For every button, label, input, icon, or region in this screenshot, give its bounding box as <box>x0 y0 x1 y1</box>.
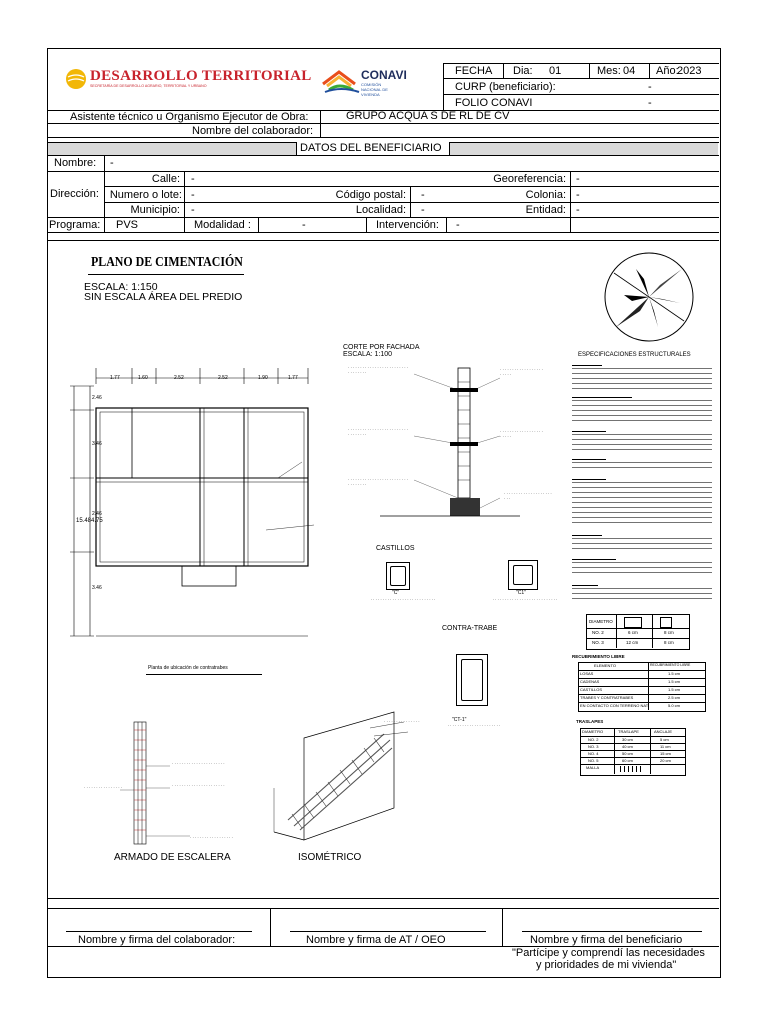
table-cell: NO. 2 <box>592 630 604 635</box>
contratrabe-section-icon <box>456 654 488 706</box>
divider <box>366 217 367 232</box>
table-cell: 1.5 cm <box>668 679 681 684</box>
numero-label: Numero o lote: <box>109 189 182 201</box>
dim-top-4: 2.52 <box>218 375 228 381</box>
table-cell: 12 cm <box>626 640 639 645</box>
divider <box>649 63 650 78</box>
dim-side-2: 3.46 <box>92 441 102 447</box>
cp-label: Código postal: <box>335 189 406 201</box>
divider <box>47 137 719 138</box>
table-cell: 8 cm <box>664 640 674 645</box>
corte-title: CORTE POR FACHADA <box>343 344 420 351</box>
table-cell: 2.5 cm <box>668 695 681 700</box>
divider <box>446 217 447 232</box>
divider <box>47 232 719 233</box>
stair-note: · · · · · · · · · · · · · · · · <box>84 785 122 790</box>
anio-label: Año: <box>656 65 679 77</box>
dim-left-total: 15.484.75 <box>76 518 103 524</box>
divider <box>443 63 719 64</box>
castillo-c1-icon <box>508 560 538 590</box>
iso-note: · · · · · · · · · · · · · · · <box>384 719 420 724</box>
isometrico-label: ISOMÉTRICO <box>298 852 362 863</box>
table-cell: 6 cm <box>628 630 638 635</box>
divider <box>104 186 719 187</box>
divider <box>503 63 504 78</box>
divider <box>47 155 719 156</box>
calle-value[interactable]: - <box>191 173 195 185</box>
divider <box>443 63 444 110</box>
table-cell: 1.5 cm <box>668 687 681 692</box>
table-cell: NO. 3 <box>588 744 599 749</box>
quote-line-2: y prioridades de mi vivienda" <box>536 959 677 971</box>
folio-value[interactable]: - <box>648 97 652 109</box>
divider <box>47 171 719 172</box>
foundation-plan <box>66 360 322 670</box>
fecha-label: FECHA <box>455 65 493 77</box>
header-area <box>47 48 719 110</box>
recub-table <box>578 662 706 712</box>
calle-label: Calle: <box>151 173 180 185</box>
modalidad-value[interactable]: - <box>302 219 306 231</box>
programa-label: Programa: <box>49 219 101 231</box>
colonia-label: Colonia: <box>525 189 566 201</box>
table-header: ANCLAJE <box>654 729 673 734</box>
corte-note: · · · · · · · · · · · · · · · · · · · · · · · <box>500 367 543 377</box>
plan-escala: ESCALA: 1:150 <box>84 281 158 293</box>
sun-logo-icon <box>65 68 87 90</box>
nombre-label: Nombre: <box>54 157 97 169</box>
beneficiary-section-title: DATOS DEL BENEFICIARIO <box>300 142 442 154</box>
dia-value[interactable]: 01 <box>549 65 562 77</box>
castillo-c1-note: · · · · · · · · · · · · · · · · · · · · · · · · · · · <box>492 597 558 602</box>
hook-icon <box>660 617 672 628</box>
conavi-title: CONAVI <box>361 68 407 82</box>
divider <box>184 171 185 217</box>
escalera-label: ARMADO DE ESCALERA <box>114 852 231 863</box>
folio-label: FOLIO CONAVI <box>455 97 533 109</box>
table-header: TRASLAPE <box>618 729 639 734</box>
conavi-house-icon <box>319 66 365 94</box>
facade-section <box>340 362 530 542</box>
table-cell: NO. 5 <box>588 758 599 763</box>
corte-note: · · · · · · · · · · · · · · · · · · · · · · · · · · · · · · · · · <box>348 427 408 437</box>
divider <box>570 171 571 217</box>
stair-note: · · · · · · · · · · · · · · · · · · · · · · <box>172 783 225 788</box>
divider <box>270 908 271 946</box>
localidad-label: Localidad: <box>355 204 406 216</box>
divider <box>104 155 105 171</box>
divider <box>502 908 503 946</box>
table-cell: 1.5 cm <box>668 671 681 676</box>
colonia-value[interactable]: - <box>576 189 580 201</box>
localidad-value[interactable]: - <box>421 204 425 216</box>
corte-note: · · · · · · · · · · · · · · · · · · · · · · · <box>504 491 552 501</box>
dim-top-6: 1.77 <box>288 375 298 381</box>
dim-top-3: 2.52 <box>174 375 184 381</box>
programa-value[interactable]: PVS <box>116 219 139 231</box>
georef-value[interactable]: - <box>576 173 580 185</box>
numero-value[interactable]: - <box>191 189 195 201</box>
dim-side-3: 2.46 <box>92 511 102 517</box>
table-header: DIAMETRO <box>582 729 604 734</box>
table-cell: TRABES Y CONTRATRABES <box>580 695 634 700</box>
entidad-value[interactable]: - <box>576 204 580 216</box>
table-cell: 5.0 cm <box>668 703 681 708</box>
table-cell: NO. 2 <box>588 737 599 742</box>
intervencion-label: Intervención: <box>376 219 439 231</box>
plan-sin-escala: SIN ESCALA ÁREA DEL PREDIO <box>84 291 243 303</box>
sig-beneficiario-label: Nombre y firma del beneficiario <box>530 934 683 946</box>
table-cell: CADENAS <box>580 679 600 684</box>
recub-title: RECUBRIMIENTO LIBRE <box>572 654 625 659</box>
plan-caption-underline <box>146 674 262 675</box>
cp-value[interactable]: - <box>421 189 425 201</box>
nombre-value[interactable]: - <box>110 157 114 169</box>
modalidad-label: Modalidad : <box>194 219 251 231</box>
divider <box>589 63 590 78</box>
intervencion-value[interactable]: - <box>456 219 460 231</box>
ct1-label: "CT-1" <box>452 717 467 723</box>
entidad-label: Entidad: <box>525 204 566 216</box>
castillo-c-label: "C" <box>392 590 400 596</box>
signature-line-at[interactable] <box>290 931 486 932</box>
collaborator-label: Nombre del colaborador: <box>192 125 314 137</box>
plan-title-underline <box>88 274 244 275</box>
stair-note: · · · · · · · · · · · · · · · · · · <box>190 835 233 840</box>
diameter-table <box>586 614 690 650</box>
mes-value[interactable]: 04 <box>623 65 636 77</box>
table-cell: 30 cm <box>622 737 633 742</box>
table-cell: LOSAS <box>580 671 594 676</box>
table-cell: 5 cm <box>660 737 669 742</box>
divider <box>104 217 105 232</box>
divider <box>443 94 719 95</box>
isometric-stair-drawing <box>264 708 424 852</box>
corte-note: · · · · · · · · · · · · · · · · · · · · · · · · · · · · · · · · · <box>348 477 408 487</box>
ct1-note: · · · · · · · · · · · · · · · · · · · · · · <box>447 723 501 728</box>
corte-note: · · · · · · · · · · · · · · · · · · · · · · · · · · · · · · · · · <box>348 365 408 375</box>
divider <box>570 217 571 232</box>
curp-label: CURP (beneficiario): <box>455 81 556 93</box>
anio-value[interactable]: 2023 <box>677 65 702 77</box>
divider <box>104 202 719 203</box>
dim-top-1: 1.77 <box>110 375 120 381</box>
table-cell: 40 cm <box>622 744 633 749</box>
dim-side-4: 3.46 <box>92 585 102 591</box>
traslapes-table <box>580 728 686 776</box>
conavi-subtitle: COMISIÓN NACIONAL DE VIVIENDA <box>361 82 388 97</box>
divider <box>258 217 259 232</box>
divider <box>47 123 719 124</box>
contratrabe-label: CONTRA-TRABE <box>442 625 498 632</box>
sig-colaborador-label: Nombre y firma del colaborador: <box>78 934 236 946</box>
specs-title: ESPECIFICACIONES ESTRUCTURALES <box>578 352 691 358</box>
plan-title: PLANO DE CIMENTACIÓN <box>91 255 243 270</box>
north-arrow-icon <box>596 249 702 345</box>
castillo-c1-label: "C1" <box>516 590 526 596</box>
dim-side-1: 2.46 <box>92 395 102 401</box>
divider <box>47 240 719 241</box>
divider <box>47 217 719 218</box>
table-header: RECUBRIMIENTO LIBRE <box>650 663 691 667</box>
mesh-icon <box>620 766 644 772</box>
table-cell: 8 cm <box>664 630 674 635</box>
divider <box>47 908 719 909</box>
direccion-label: Dirección: <box>50 188 99 200</box>
table-cell: 11 cm <box>660 744 671 749</box>
conavi-logo <box>319 66 429 96</box>
table-header: ELEMENTO <box>594 663 616 668</box>
dim-top-2: 1.60 <box>138 375 148 381</box>
stair-note: · · · · · · · · · · · · · · · · · · · · · · <box>172 761 225 766</box>
table-cell: EN CONTACTO CON TERRENO NAT. <box>580 703 649 708</box>
sig-at-label: Nombre y firma de AT / OEO <box>306 934 446 946</box>
divider <box>443 78 719 79</box>
logo-text: DESARROLLO TERRITORIAL <box>90 68 312 84</box>
signature-line-colaborador[interactable] <box>66 931 252 932</box>
dim-top-5: 1.90 <box>258 375 268 381</box>
castillo-c-note: · · · · · · · · · · · · · · · · · · · · · · · · · · · <box>370 597 436 602</box>
quote-line-1: "Partícipe y comprendí las necesidades <box>512 947 705 959</box>
curp-value[interactable]: - <box>648 81 652 93</box>
castillos-label: CASTILLOS <box>376 545 415 552</box>
table-cell: 15 cm <box>660 751 671 756</box>
stirrup-icon <box>624 617 642 628</box>
table-cell: 60 cm <box>622 758 633 763</box>
georef-label: Georeferencia: <box>493 173 566 185</box>
executor-label: Asistente técnico u Organismo Ejecutor de Obra: <box>70 111 309 123</box>
table-cell: MALLA <box>586 765 600 770</box>
corte-note: · · · · · · · · · · · · · · · · · · · · · · · <box>500 429 543 439</box>
divider <box>320 110 321 137</box>
municipio-label: Municipio: <box>130 204 180 216</box>
dia-label: Dia: <box>513 65 533 77</box>
table-cell: 50 cm <box>622 751 633 756</box>
table-cell: CASTILLOS <box>580 687 603 692</box>
diam-header: DIAMETRO <box>589 619 613 624</box>
plan-caption: Planta de ubicación de contratrabes <box>148 665 228 671</box>
executor-value[interactable]: GRUPO ACQUA S DE RL DE CV <box>346 110 510 122</box>
mes-label: Mes: <box>597 65 621 77</box>
signature-line-beneficiario[interactable] <box>522 931 702 932</box>
divider <box>184 217 185 232</box>
logo-subtitle: SECRETARÍA DE DESARROLLO AGRARIO, TERRITORIAL Y URBANO <box>90 84 207 88</box>
table-cell: 20 cm <box>660 758 671 763</box>
castillo-c-icon <box>386 562 410 590</box>
desarrollo-logo <box>65 68 315 92</box>
table-cell: NO. 3 <box>592 640 604 645</box>
specs-text <box>572 362 712 602</box>
corte-escala: ESCALA: 1:100 <box>343 351 393 358</box>
divider <box>47 898 719 899</box>
traslapes-title: TRASLAPES <box>576 719 604 724</box>
table-cell: NO. 4 <box>588 751 599 756</box>
municipio-value[interactable]: - <box>191 204 195 216</box>
